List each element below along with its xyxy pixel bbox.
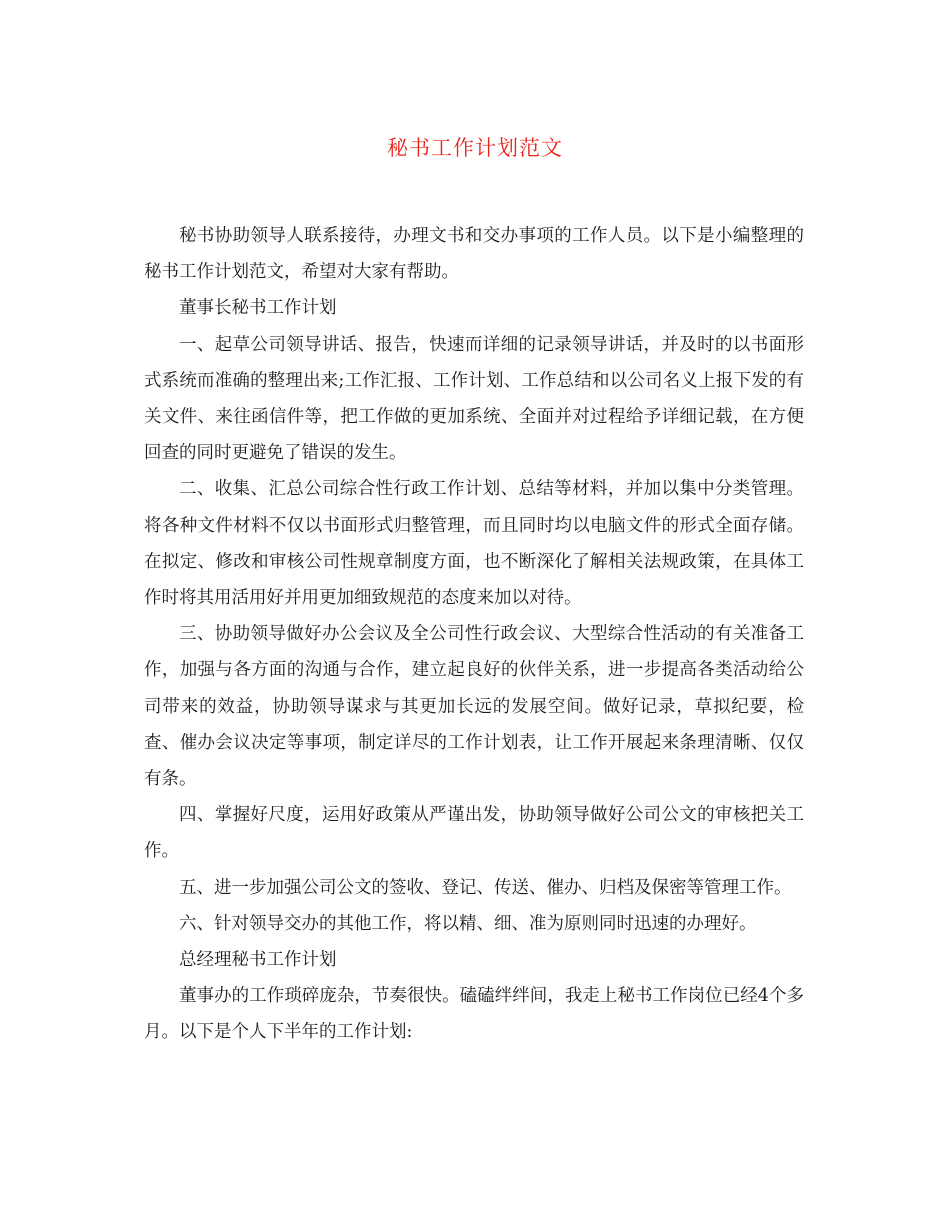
document-title: 秘书工作计划范文 <box>387 136 563 160</box>
paragraph-gm-intro: 董事办的工作琐碎庞杂，节奏很快。磕磕绊绊间，我走上秘书工作岗位已经4个多月。以下是个人下半年的工作计划: <box>144 986 804 1043</box>
section-heading-gm-secretary: 总经理秘书工作计划 <box>179 950 337 971</box>
paragraph-item-3: 三、协助领导做好办公会议及全公司性行政会议、大型综合性活动的有关准备工作，加强与各方面的沟通与合作，建立起良好的伙伴关系，进一步提高各类活动给公司带来的效益，协助领导谋求与其更加长远的发展空间。做好记录，草拟纪要，检查、催办会议决定等事项，制定详尽的工作计划表，让工作开展起来条理清晰、仅仅有条。 <box>144 624 804 790</box>
paragraph-item-4: 四、掌握好尺度，运用好政策从严谨出发，协助领导做好公司公文的审核把关工作。 <box>144 805 804 862</box>
paragraph-item-2: 二、收集、汇总公司综合性行政工作计划、总结等材料，并加以集中分类管理。将各种文件材料不仅以书面形式归整管理，而且同时均以电脑文件的形式全面存储。在拟定、修改和审核公司性规章制度方面，也不断深化了解相关法规政策，在具体工作时将其用活用好并用更加细致规范的态度来加以对待。 <box>144 479 804 609</box>
paragraph-item-1: 一、起草公司领导讲话、报告，快速而详细的记录领导讲话，并及时的以书面形式系统而准确的整理出来;工作汇报、工作计划、工作总结和以公司名义上报下发的有关文件、来往函信件等，把工作做的更加系统、全面并对过程给予详细记载，在方便回查的同时更避免了错误的发生。 <box>144 334 804 464</box>
document-body <box>144 218 804 1051</box>
section-heading-chairman-secretary: 董事长秘书工作计划 <box>179 298 337 319</box>
paragraph-item-5: 五、进一步加强公司公文的签收、登记、传送、催办、归档及保密等管理工作。 <box>179 877 792 898</box>
paragraph-item-6: 六、针对领导交办的其他工作，将以精、细、准为原则同时迅速的办理好。 <box>179 913 757 934</box>
paragraph-intro: 秘书协助领导人联系接待，办理文书和交办事项的工作人员。以下是小编整理的秘书工作计划范文，希望对大家有帮助。 <box>144 226 804 283</box>
